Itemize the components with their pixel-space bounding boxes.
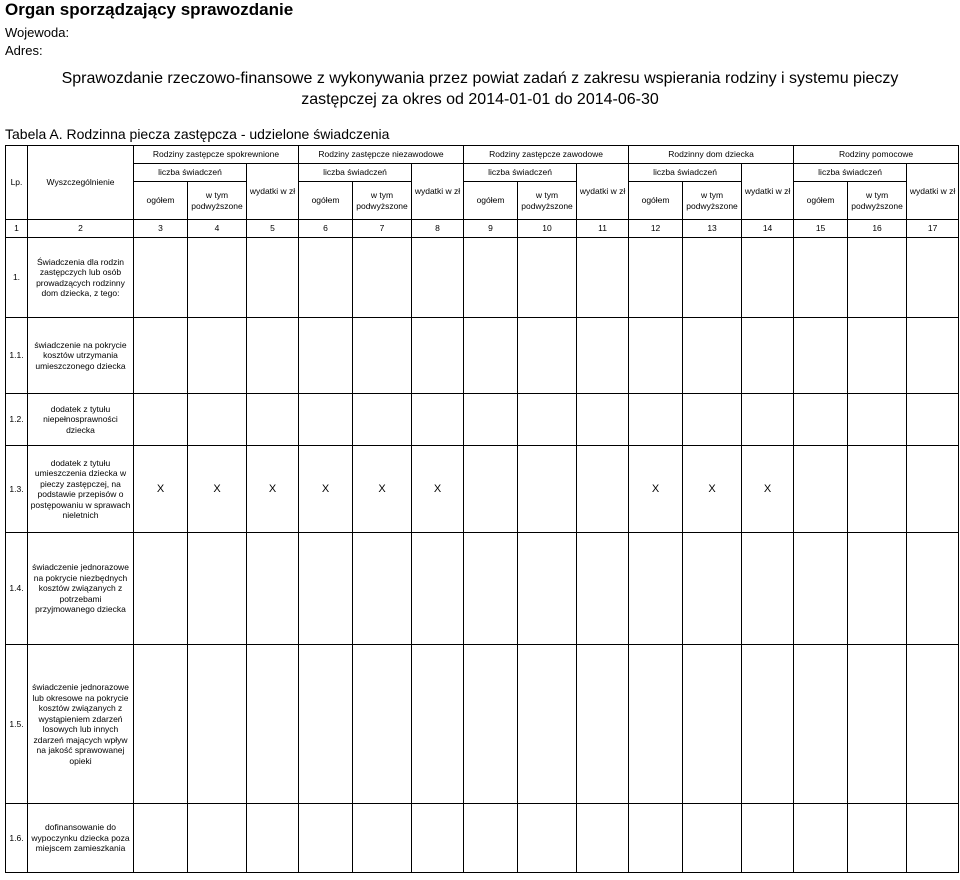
value-cell[interactable] — [247, 533, 299, 645]
column-number: 1 — [6, 220, 28, 238]
group-header: Rodziny pomocowe — [794, 146, 959, 164]
wojewoda-label: Wojewoda: — [5, 25, 70, 40]
column-number: 7 — [353, 220, 412, 238]
blocked-cell: X — [134, 446, 188, 533]
value-cell[interactable] — [848, 318, 907, 394]
row-description: świadczenie jednorazowe na pokrycie niezbędnych kosztów związanych z potrzebami przyjmowanego dziecka — [28, 533, 134, 645]
value-cell[interactable] — [742, 318, 794, 394]
ogolem-header: ogółem — [299, 182, 353, 220]
value-cell[interactable] — [848, 804, 907, 873]
wtym-header: w tym podwyższone — [188, 182, 247, 220]
ogolem-header: ogółem — [629, 182, 683, 220]
value-cell[interactable] — [848, 533, 907, 645]
lp-header: Lp. — [6, 146, 28, 220]
wydatki-header: wydatki w zł — [577, 164, 629, 220]
value-cell[interactable] — [683, 394, 742, 446]
value-cell[interactable] — [188, 394, 247, 446]
value-cell[interactable] — [794, 645, 848, 804]
value-cell[interactable] — [299, 804, 353, 873]
value-cell[interactable] — [412, 645, 464, 804]
value-cell[interactable] — [907, 238, 959, 318]
column-number: 2 — [28, 220, 134, 238]
value-cell[interactable] — [907, 804, 959, 873]
value-cell[interactable] — [794, 533, 848, 645]
value-cell[interactable] — [629, 645, 683, 804]
liczba-header: liczba świadczeń — [299, 164, 412, 182]
wtym-header: w tym podwyższone — [353, 182, 412, 220]
wydatki-header: wydatki w zł — [907, 164, 959, 220]
row-description: Świadczenia dla rodzin zastępczych lub osób prowadzących rodzinny dom dziecka, z tego: — [28, 238, 134, 318]
value-cell[interactable] — [629, 238, 683, 318]
table-row — [6, 318, 959, 394]
value-cell[interactable] — [577, 446, 629, 533]
value-cell[interactable] — [299, 394, 353, 446]
wydatki-header: wydatki w zł — [412, 164, 464, 220]
value-cell[interactable] — [848, 238, 907, 318]
ogolem-header: ogółem — [464, 182, 518, 220]
value-cell[interactable] — [794, 238, 848, 318]
blocked-cell: X — [299, 446, 353, 533]
row-lp: 1. — [6, 238, 28, 318]
value-cell[interactable] — [353, 238, 412, 318]
table-row — [6, 238, 959, 318]
value-cell[interactable] — [683, 318, 742, 394]
value-cell[interactable] — [907, 446, 959, 533]
column-number: 15 — [794, 220, 848, 238]
wtym-header: w tym podwyższone — [848, 182, 907, 220]
value-cell[interactable] — [629, 533, 683, 645]
value-cell[interactable] — [742, 238, 794, 318]
liczba-header: liczba świadczeń — [464, 164, 577, 182]
value-cell[interactable] — [683, 645, 742, 804]
value-cell[interactable] — [907, 645, 959, 804]
value-cell[interactable] — [577, 533, 629, 645]
value-cell[interactable] — [134, 533, 188, 645]
blocked-cell: X — [247, 446, 299, 533]
column-number: 16 — [848, 220, 907, 238]
value-cell[interactable] — [188, 238, 247, 318]
row-lp: 1.5. — [6, 645, 28, 804]
value-cell[interactable] — [907, 394, 959, 446]
column-number: 6 — [299, 220, 353, 238]
value-cell[interactable] — [464, 645, 518, 804]
wydatki-header: wydatki w zł — [247, 164, 299, 220]
table-row — [6, 394, 959, 446]
value-cell[interactable] — [464, 804, 518, 873]
value-cell[interactable] — [577, 645, 629, 804]
value-cell[interactable] — [683, 533, 742, 645]
value-cell[interactable] — [794, 804, 848, 873]
value-cell[interactable] — [353, 394, 412, 446]
value-cell[interactable] — [188, 318, 247, 394]
value-cell[interactable] — [188, 645, 247, 804]
value-cell[interactable] — [742, 533, 794, 645]
value-cell[interactable] — [353, 804, 412, 873]
ogolem-header: ogółem — [134, 182, 188, 220]
value-cell[interactable] — [742, 804, 794, 873]
wtym-header: w tym podwyższone — [518, 182, 577, 220]
value-cell[interactable] — [134, 804, 188, 873]
value-cell[interactable] — [247, 238, 299, 318]
value-cell[interactable] — [247, 394, 299, 446]
liczba-header: liczba świadczeń — [629, 164, 742, 182]
column-number: 13 — [683, 220, 742, 238]
row-description: świadczenie jednorazowe lub okresowe na pokrycie kosztów związanych z wystąpieniem zdarzeń losowych lub innych zdarzeń mających wpływ na jakość sprawowanej opieki — [28, 645, 134, 804]
blocked-cell: X — [412, 446, 464, 533]
value-cell[interactable] — [188, 804, 247, 873]
wyszczegolnienie-header: Wyszczególnienie — [28, 146, 134, 220]
blocked-cell: X — [629, 446, 683, 533]
column-number: 14 — [742, 220, 794, 238]
report-title — [0, 68, 960, 110]
value-cell[interactable] — [577, 394, 629, 446]
value-cell[interactable] — [299, 238, 353, 318]
value-cell[interactable] — [518, 804, 577, 873]
blocked-cell: X — [683, 446, 742, 533]
value-cell[interactable] — [464, 238, 518, 318]
column-number: 10 — [518, 220, 577, 238]
value-cell[interactable] — [299, 533, 353, 645]
table-row — [6, 645, 959, 804]
value-cell[interactable] — [188, 533, 247, 645]
row-description: dodatek z tytułu umieszczenia dziecka w pieczy zastępczej, na podstawie przepisów o postępowaniu w sprawach nieletnich — [28, 446, 134, 533]
value-cell[interactable] — [464, 533, 518, 645]
value-cell[interactable] — [848, 394, 907, 446]
value-cell[interactable] — [742, 394, 794, 446]
value-cell[interactable] — [412, 533, 464, 645]
value-cell[interactable] — [742, 645, 794, 804]
value-cell[interactable] — [794, 318, 848, 394]
value-cell[interactable] — [247, 804, 299, 873]
value-cell[interactable] — [577, 804, 629, 873]
value-cell[interactable] — [464, 446, 518, 533]
row-lp: 1.1. — [6, 318, 28, 394]
row-lp: 1.4. — [6, 533, 28, 645]
table-row — [6, 533, 959, 645]
row-lp: 1.3. — [6, 446, 28, 533]
row-description: dofinansowanie do wypoczynku dziecka poza miejscem zamieszkania — [28, 804, 134, 873]
value-cell[interactable] — [629, 804, 683, 873]
value-cell[interactable] — [134, 238, 188, 318]
value-cell[interactable] — [794, 446, 848, 533]
report-title-line1: Sprawozdanie rzeczowo-finansowe z wykonywania przez powiat zadań z zakresu wspierania rodziny i systemu pieczy — [61, 70, 899, 87]
value-cell[interactable] — [247, 645, 299, 804]
value-cell[interactable] — [518, 645, 577, 804]
column-number: 17 — [907, 220, 959, 238]
value-cell[interactable] — [299, 318, 353, 394]
row-description: świadczenie na pokrycie kosztów utrzymania umieszczonego dziecka — [28, 318, 134, 394]
row-description: dodatek z tytułu niepełnosprawności dziecka — [28, 394, 134, 446]
liczba-header: liczba świadczeń — [134, 164, 247, 182]
group-header: Rodziny zastępcze spokrewnione — [134, 146, 299, 164]
group-header: Rodziny zastępcze zawodowe — [464, 146, 629, 164]
value-cell[interactable] — [412, 318, 464, 394]
table-row — [6, 446, 959, 533]
ogolem-header: ogółem — [794, 182, 848, 220]
blocked-cell: X — [188, 446, 247, 533]
value-cell[interactable] — [134, 645, 188, 804]
column-number: 5 — [247, 220, 299, 238]
value-cell[interactable] — [247, 318, 299, 394]
value-cell[interactable] — [518, 318, 577, 394]
value-cell[interactable] — [794, 394, 848, 446]
value-cell[interactable] — [412, 804, 464, 873]
table-title: Tabela A. Rodzinna piecza zastępcza - udzielone świadczenia — [5, 126, 390, 142]
value-cell[interactable] — [629, 318, 683, 394]
column-numbers-row — [6, 220, 959, 238]
value-cell[interactable] — [848, 446, 907, 533]
value-cell[interactable] — [518, 394, 577, 446]
value-cell[interactable] — [464, 318, 518, 394]
column-number: 11 — [577, 220, 629, 238]
column-number: 3 — [134, 220, 188, 238]
value-cell[interactable] — [353, 533, 412, 645]
table-row — [6, 804, 959, 873]
value-cell[interactable] — [848, 645, 907, 804]
row-lp: 1.2. — [6, 394, 28, 446]
value-cell[interactable] — [134, 318, 188, 394]
value-cell[interactable] — [412, 394, 464, 446]
value-cell[interactable] — [464, 394, 518, 446]
value-cell[interactable] — [577, 238, 629, 318]
column-number: 8 — [412, 220, 464, 238]
blocked-cell: X — [742, 446, 794, 533]
value-cell[interactable] — [907, 533, 959, 645]
wydatki-header: wydatki w zł — [742, 164, 794, 220]
value-cell[interactable] — [353, 318, 412, 394]
group-header: Rodziny zastępcze niezawodowe — [299, 146, 464, 164]
column-number: 12 — [629, 220, 683, 238]
value-cell[interactable] — [683, 238, 742, 318]
report-table — [5, 145, 959, 873]
value-cell[interactable] — [577, 318, 629, 394]
blocked-cell: X — [353, 446, 412, 533]
value-cell[interactable] — [353, 645, 412, 804]
liczba-header: liczba świadczeń — [794, 164, 907, 182]
report-title-line2: zastępczej za okres od 2014-01-01 do 2014-06-30 — [301, 91, 659, 108]
value-cell[interactable] — [134, 394, 188, 446]
adres-label: Adres: — [5, 43, 43, 58]
column-number: 9 — [464, 220, 518, 238]
value-cell[interactable] — [907, 318, 959, 394]
value-cell[interactable] — [518, 446, 577, 533]
wtym-header: w tym podwyższone — [683, 182, 742, 220]
organ-heading: Organ sporządzający sprawozdanie — [5, 0, 294, 19]
value-cell[interactable] — [299, 645, 353, 804]
row-lp: 1.6. — [6, 804, 28, 873]
value-cell[interactable] — [629, 394, 683, 446]
value-cell[interactable] — [412, 238, 464, 318]
column-number: 4 — [188, 220, 247, 238]
group-header: Rodzinny dom dziecka — [629, 146, 794, 164]
value-cell[interactable] — [683, 804, 742, 873]
value-cell[interactable] — [518, 238, 577, 318]
value-cell[interactable] — [518, 533, 577, 645]
